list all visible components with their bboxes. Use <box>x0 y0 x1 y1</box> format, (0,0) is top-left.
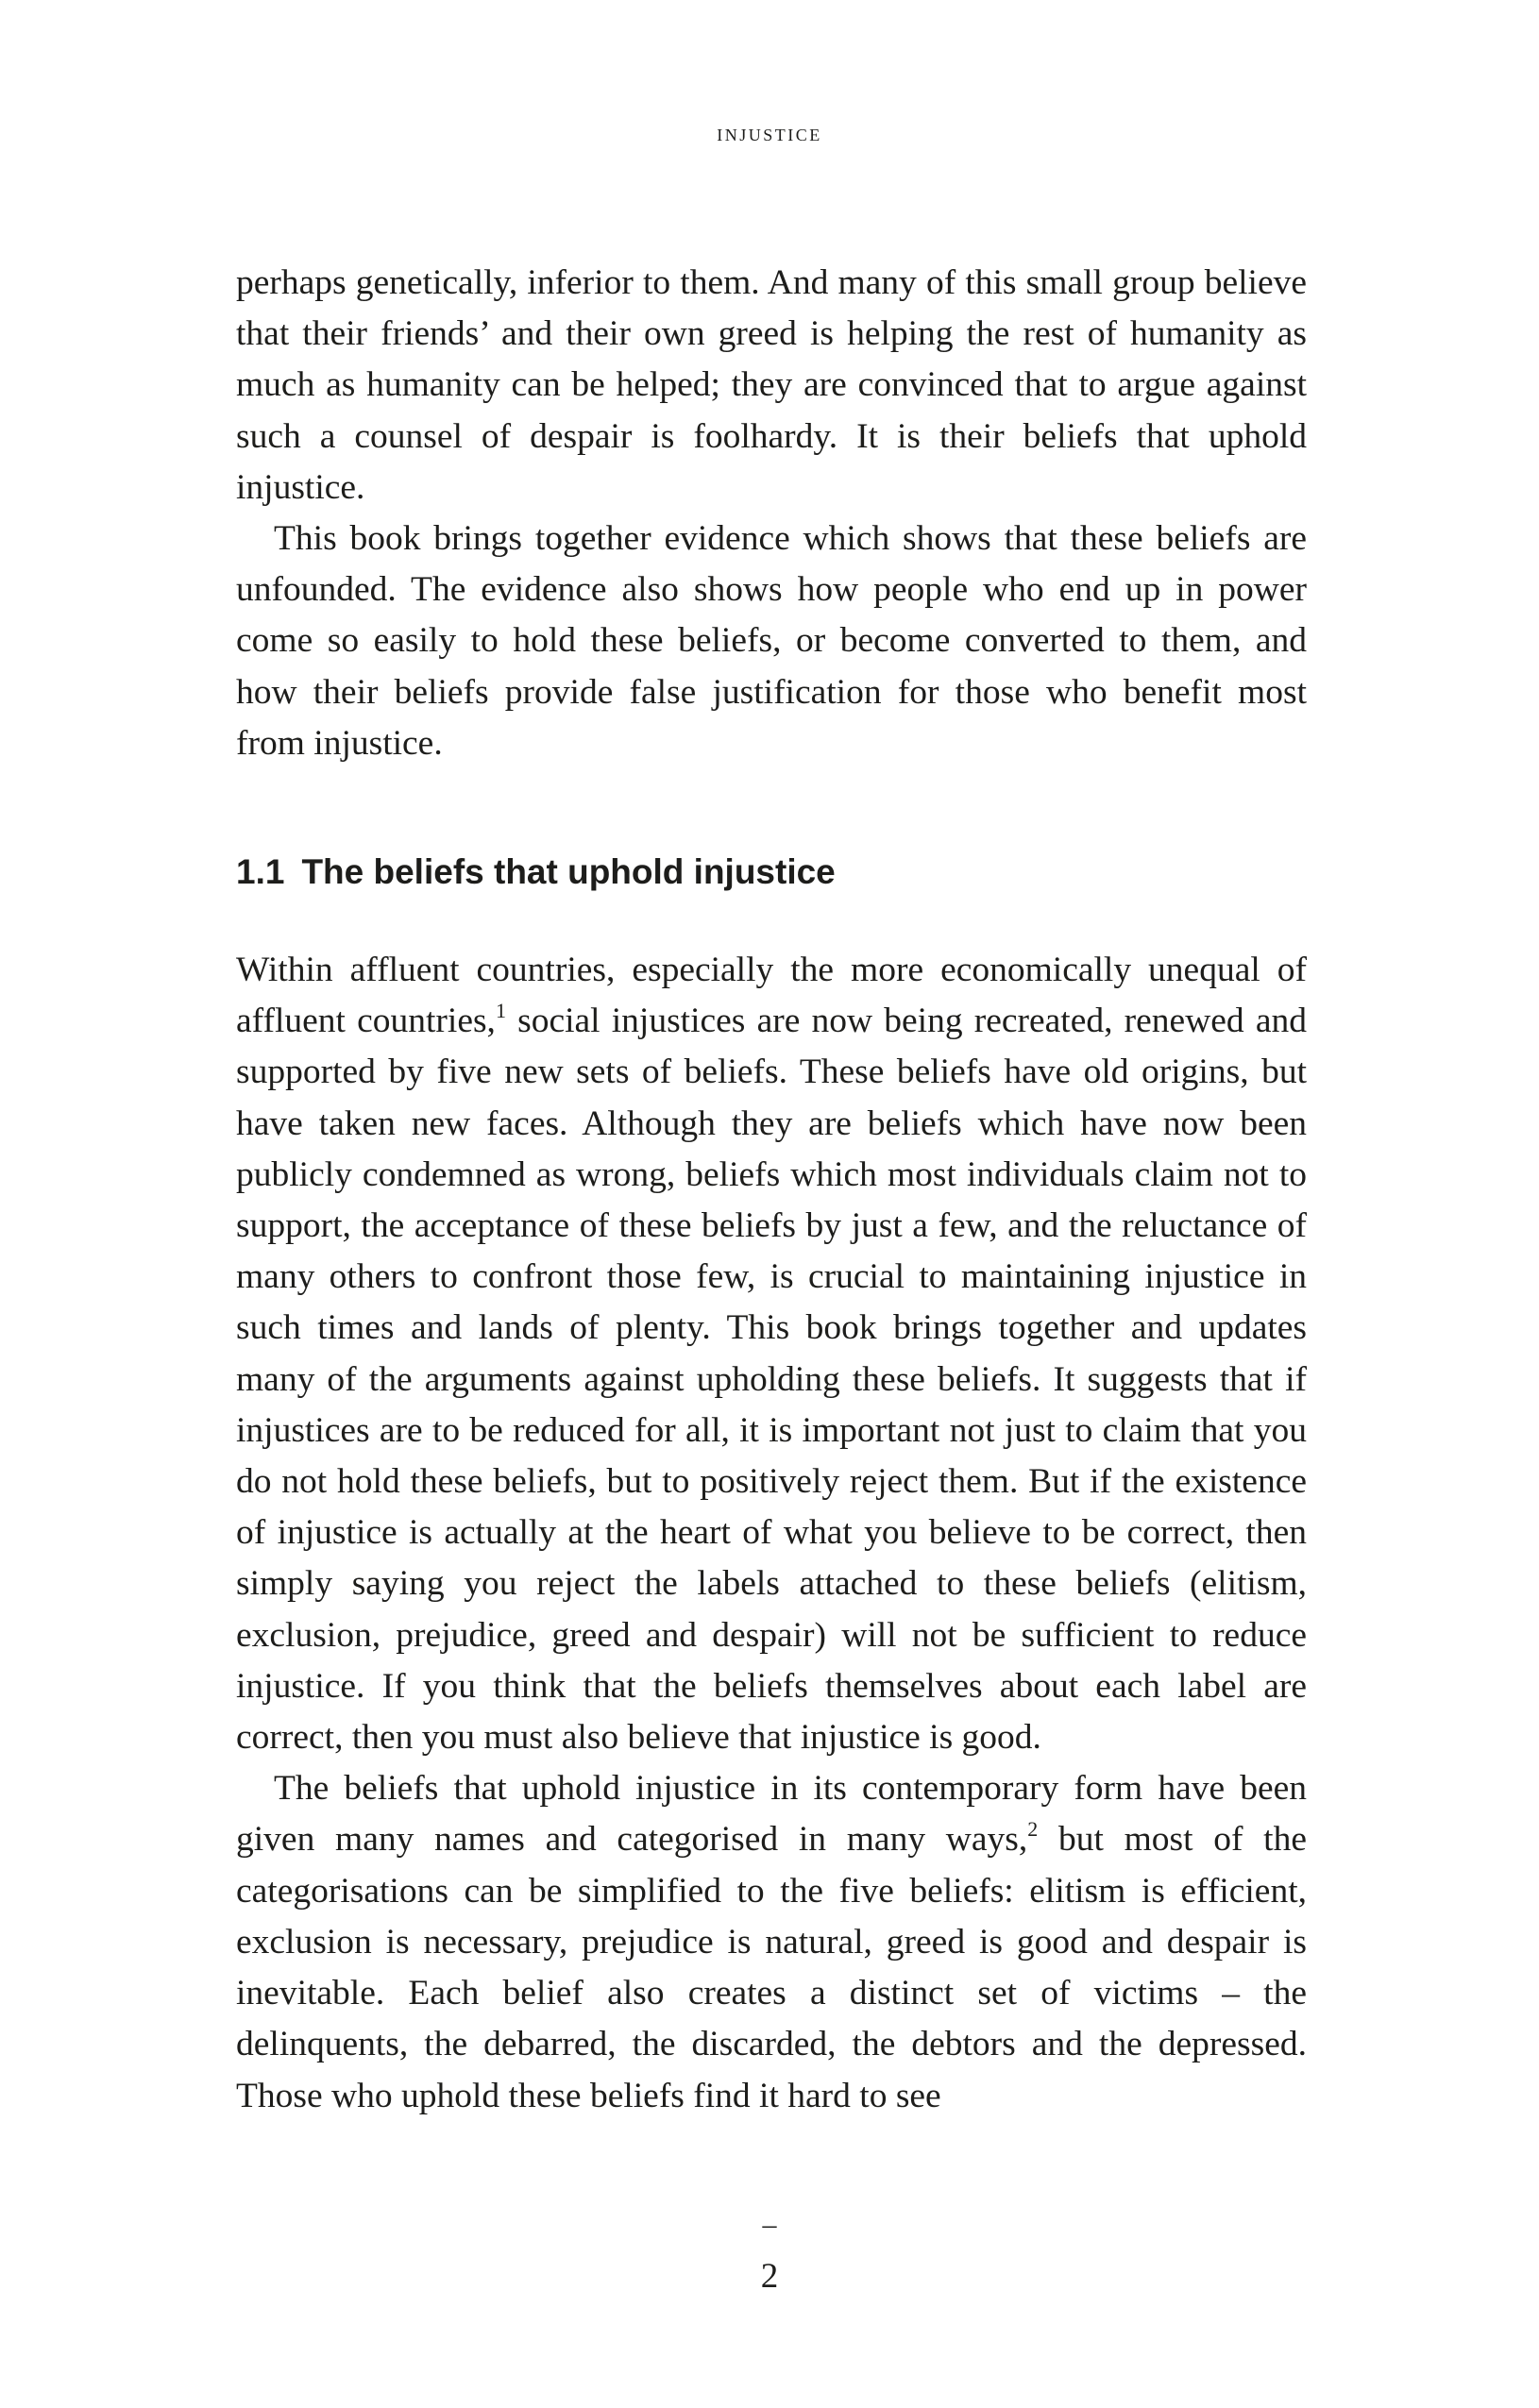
running-head: injustice <box>717 119 822 146</box>
paragraph-continued: perhaps genetically, inferior to them. And many of this small group believe that their friends’ and their own greed is helping the rest of humanity as much as humanity can be helped; they are convinced that to argue against such a counsel of despair is foolhardy. It is their beliefs that uphold injustice. <box>236 263 1307 507</box>
page-dash: – <box>762 2209 777 2240</box>
paragraph-text: Within affluent countries, especially the more economically unequal of affluent countries, <box>236 951 1307 1041</box>
footnote-marker: 2 <box>1027 1817 1039 1842</box>
paragraph-five-beliefs <box>236 1763 1307 2121</box>
body-text <box>236 258 1307 2122</box>
paragraph-affluent-countries <box>236 945 1307 1763</box>
page-number: 2 <box>760 2257 779 2296</box>
footnote-marker: 1 <box>495 999 506 1023</box>
paragraph-text: but most of the categorisations can be simplified to the five beliefs: elitism is efficient, exclusion is necessary, prejudice is natural, greed is good and despair is inevitable. Each belief also creates a distinct set of victims – the delinquents, the debarred, the discarded, the debtors and the depressed. Those who uphold these beliefs find it hard to see <box>236 1820 1307 2115</box>
paragraph-evidence: This book brings together evidence which shows that these beliefs are unfounded. The evidence also shows how people who end up in power come so easily to hold these beliefs, or become converted to them, and how their beliefs provide false justification for those who benefit most from injustice. <box>236 519 1307 763</box>
paragraph-text: The beliefs that uphold injustice in its contemporary form have been given many names and categorised in many ways, <box>236 1769 1307 1860</box>
section-title: The beliefs that uphold injustice <box>301 852 836 892</box>
paragraph-text: social injustices are now being recreated, renewed and supported by five new sets of beliefs. These beliefs have old origins, but have taken new faces. Although they are beliefs which have now been publicly condemned as wrong, beliefs which most individuals claim not to support, the acceptance of these beliefs by just a few, and the reluctance of many others to confront those few, is crucial to maintaining injustice in such times and lands of plenty. This book brings together and updates many of the arguments against upholding these beliefs. It suggests that if injustices are to be reduced for all, it is important not just to claim that you do not hold these beliefs, but to positively reject them. But if the existence of injustice is actually at the heart of what you believe to be correct, then simply saying you reject the labels attached to these beliefs (elitism, exclusion, prejudice, greed and despair) will not be sufficient to reduce injustice. If you think that the beliefs themselves about each label are correct, then you must also believe that injustice is good. <box>236 1002 1307 1758</box>
section-heading <box>236 847 1307 898</box>
section-number: 1.1 <box>236 852 285 892</box>
